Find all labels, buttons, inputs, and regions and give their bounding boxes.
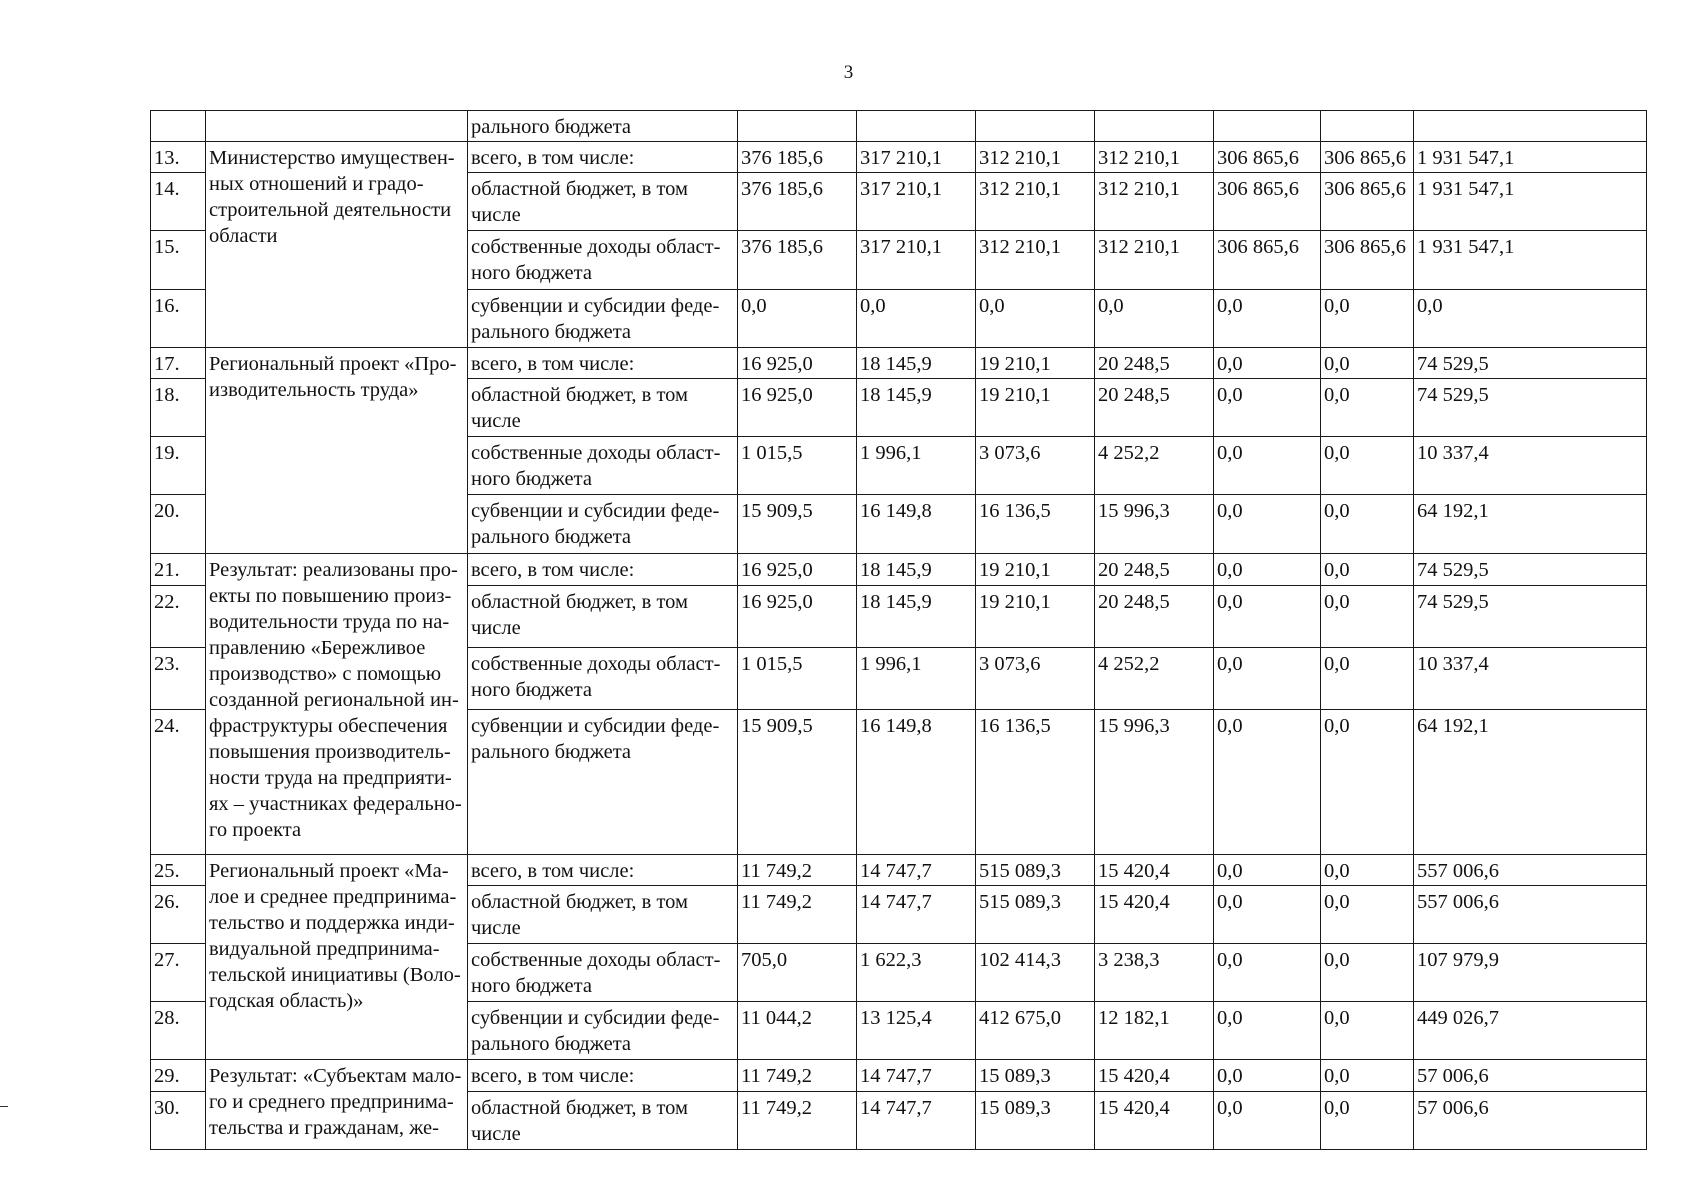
row-number: 23. [151, 648, 206, 710]
table-row-continuation [151, 111, 1647, 142]
empty-cell [1321, 111, 1414, 142]
total-value-cell: 1 931 547,1 [1414, 142, 1647, 173]
year-value-cell: 19 210,1 [976, 378, 1095, 436]
year-value-cell: 16 149,8 [857, 495, 976, 553]
total-value-cell: 64 192,1 [1414, 495, 1647, 553]
year-value-cell: 1 996,1 [857, 648, 976, 710]
year-value-cell: 0,0 [1214, 289, 1321, 347]
funding-type-cell: собственные доходы област-ного бюджета [468, 231, 738, 289]
year-value-cell: 0,0 [1214, 586, 1321, 648]
year-value-cell: 15 996,3 [1095, 709, 1214, 854]
year-value-cell: 16 925,0 [738, 378, 857, 436]
funding-type-cell: областной бюджет, в том числе [468, 586, 738, 648]
year-value-cell: 0,0 [1095, 289, 1214, 347]
total-value-cell: 74 529,5 [1414, 553, 1647, 586]
year-value-cell: 0,0 [1214, 553, 1321, 586]
table-row [151, 1060, 1647, 1091]
year-value-cell: 11 749,2 [738, 854, 857, 885]
group-name-cell: Результат: реализованы про-екты по повышению произ-водительности труда по на-правлению «Бережливое производство» с помощью созданной региональной ин-фраструктуры обеспечения повышения производитель-ности труда на предприяти-ях – участниках федерально-го проекта [206, 553, 468, 854]
year-value-cell: 1 996,1 [857, 437, 976, 495]
year-value-cell: 15 089,3 [976, 1091, 1095, 1149]
year-value-cell: 0,0 [1214, 1060, 1321, 1091]
year-value-cell: 0,0 [1321, 885, 1414, 943]
year-value-cell: 0,0 [1321, 495, 1414, 553]
year-value-cell: 1 622,3 [857, 944, 976, 1002]
year-value-cell: 306 865,6 [1321, 142, 1414, 173]
year-value-cell: 0,0 [1214, 944, 1321, 1002]
year-value-cell: 18 145,9 [857, 378, 976, 436]
year-value-cell: 1 015,5 [738, 437, 857, 495]
year-value-cell: 306 865,6 [1214, 231, 1321, 289]
empty-cell [151, 111, 206, 142]
year-value-cell: 20 248,5 [1095, 378, 1214, 436]
year-value-cell: 0,0 [1321, 1002, 1414, 1060]
row-number: 17. [151, 347, 206, 378]
year-value-cell: 312 210,1 [976, 231, 1095, 289]
year-value-cell: 0,0 [738, 289, 857, 347]
year-value-cell: 0,0 [1321, 437, 1414, 495]
row-number: 16. [151, 289, 206, 347]
year-value-cell: 15 420,4 [1095, 885, 1214, 943]
year-value-cell: 4 252,2 [1095, 437, 1214, 495]
year-value-cell: 11 044,2 [738, 1002, 857, 1060]
year-value-cell: 15 420,4 [1095, 1091, 1214, 1149]
funding-type-cell: областной бюджет, в том числе [468, 173, 738, 231]
year-value-cell: 18 145,9 [857, 586, 976, 648]
year-value-cell: 0,0 [1214, 885, 1321, 943]
table-row [151, 347, 1647, 378]
funding-type-cell: всего, в том числе: [468, 854, 738, 885]
year-value-cell: 0,0 [1321, 347, 1414, 378]
year-value-cell: 11 749,2 [738, 1091, 857, 1149]
row-number: 30. [151, 1091, 206, 1149]
table-row [151, 553, 1647, 586]
year-value-cell: 0,0 [1321, 1091, 1414, 1149]
year-value-cell: 0,0 [857, 289, 976, 347]
empty-cell [206, 111, 468, 142]
year-value-cell: 11 749,2 [738, 1060, 857, 1091]
row-number: 29. [151, 1060, 206, 1091]
total-value-cell: 557 006,6 [1414, 854, 1647, 885]
year-value-cell: 102 414,3 [976, 944, 1095, 1002]
year-value-cell: 306 865,6 [1214, 173, 1321, 231]
total-value-cell: 10 337,4 [1414, 648, 1647, 710]
year-value-cell: 306 865,6 [1321, 231, 1414, 289]
empty-cell [1414, 111, 1647, 142]
year-value-cell: 14 747,7 [857, 1060, 976, 1091]
year-value-cell: 0,0 [1321, 586, 1414, 648]
group-name-cell: Министерство имуществен-ных отношений и градо-строительной деятельности области [206, 142, 468, 348]
empty-cell [1214, 111, 1321, 142]
row-number: 21. [151, 553, 206, 586]
year-value-cell: 16 149,8 [857, 709, 976, 854]
year-value-cell: 13 125,4 [857, 1002, 976, 1060]
row-number: 15. [151, 231, 206, 289]
year-value-cell: 0,0 [1214, 437, 1321, 495]
total-value-cell: 57 006,6 [1414, 1091, 1647, 1149]
year-value-cell: 19 210,1 [976, 586, 1095, 648]
year-value-cell: 0,0 [1321, 553, 1414, 586]
empty-cell [857, 111, 976, 142]
year-value-cell: 3 073,6 [976, 437, 1095, 495]
row-number: 28. [151, 1002, 206, 1060]
year-value-cell: 20 248,5 [1095, 586, 1214, 648]
year-value-cell: 0,0 [976, 289, 1095, 347]
year-value-cell: 312 210,1 [976, 173, 1095, 231]
funding-type-cell: всего, в том числе: [468, 347, 738, 378]
total-value-cell: 557 006,6 [1414, 885, 1647, 943]
row-number: 26. [151, 885, 206, 943]
year-value-cell: 0,0 [1214, 347, 1321, 378]
year-value-cell: 11 749,2 [738, 885, 857, 943]
year-value-cell: 0,0 [1321, 289, 1414, 347]
year-value-cell: 0,0 [1321, 709, 1414, 854]
table-row [151, 142, 1647, 173]
funding-type-cell: всего, в том числе: [468, 142, 738, 173]
year-value-cell: 3 073,6 [976, 648, 1095, 710]
year-value-cell: 16 925,0 [738, 553, 857, 586]
year-value-cell: 306 865,6 [1214, 142, 1321, 173]
funding-type-cell: областной бюджет, в том числе [468, 1091, 738, 1149]
year-value-cell: 317 210,1 [857, 173, 976, 231]
year-value-cell: 312 210,1 [1095, 173, 1214, 231]
year-value-cell: 0,0 [1214, 709, 1321, 854]
year-value-cell: 14 747,7 [857, 1091, 976, 1149]
year-value-cell: 312 210,1 [976, 142, 1095, 173]
funding-type-cell: субвенции и субсидии феде-рального бюджета [468, 1002, 738, 1060]
year-value-cell: 306 865,6 [1321, 173, 1414, 231]
financing-table [150, 110, 1647, 1150]
year-value-cell: 18 145,9 [857, 347, 976, 378]
year-value-cell: 0,0 [1214, 1002, 1321, 1060]
funding-type-cell: собственные доходы област-ного бюджета [468, 944, 738, 1002]
total-value-cell: 449 026,7 [1414, 1002, 1647, 1060]
year-value-cell: 0,0 [1321, 648, 1414, 710]
row-number: 14. [151, 173, 206, 231]
total-value-cell: 10 337,4 [1414, 437, 1647, 495]
year-value-cell: 312 210,1 [1095, 231, 1214, 289]
year-value-cell: 20 248,5 [1095, 347, 1214, 378]
funding-type-cell: субвенции и субсидии феде-рального бюджета [468, 709, 738, 854]
year-value-cell: 0,0 [1214, 648, 1321, 710]
year-value-cell: 0,0 [1321, 378, 1414, 436]
row-number: 25. [151, 854, 206, 885]
total-value-cell: 1 931 547,1 [1414, 173, 1647, 231]
year-value-cell: 317 210,1 [857, 142, 976, 173]
funding-type-cell: всего, в том числе: [468, 553, 738, 586]
total-value-cell: 0,0 [1414, 289, 1647, 347]
row-number: 18. [151, 378, 206, 436]
year-value-cell: 15 420,4 [1095, 854, 1214, 885]
year-value-cell: 3 238,3 [1095, 944, 1214, 1002]
total-value-cell: 74 529,5 [1414, 347, 1647, 378]
year-value-cell: 18 145,9 [857, 553, 976, 586]
empty-cell [976, 111, 1095, 142]
year-value-cell: 20 248,5 [1095, 553, 1214, 586]
year-value-cell: 0,0 [1321, 1060, 1414, 1091]
year-value-cell: 0,0 [1214, 1091, 1321, 1149]
total-value-cell: 74 529,5 [1414, 378, 1647, 436]
total-value-cell: 74 529,5 [1414, 586, 1647, 648]
row-number: 24. [151, 709, 206, 854]
empty-cell [738, 111, 857, 142]
total-value-cell: 57 006,6 [1414, 1060, 1647, 1091]
funding-type-cell: субвенции и субсидии феде-рального бюджета [468, 495, 738, 553]
group-name-cell: Результат: «Субъектам мало-го и среднего предпринима-тельства и гражданам, же- [206, 1060, 468, 1150]
year-value-cell: 412 675,0 [976, 1002, 1095, 1060]
year-value-cell: 16 925,0 [738, 586, 857, 648]
year-value-cell: 515 089,3 [976, 885, 1095, 943]
year-value-cell: 312 210,1 [1095, 142, 1214, 173]
year-value-cell: 1 015,5 [738, 648, 857, 710]
year-value-cell: 12 182,1 [1095, 1002, 1214, 1060]
year-value-cell: 0,0 [1321, 854, 1414, 885]
year-value-cell: 4 252,2 [1095, 648, 1214, 710]
funding-type-cell: всего, в том числе: [468, 1060, 738, 1091]
total-value-cell: 64 192,1 [1414, 709, 1647, 854]
total-value-cell: 107 979,9 [1414, 944, 1647, 1002]
year-value-cell: 16 136,5 [976, 495, 1095, 553]
year-value-cell: 0,0 [1214, 495, 1321, 553]
table-row [151, 854, 1647, 885]
year-value-cell: 15 089,3 [976, 1060, 1095, 1091]
funding-type-cell: областной бюджет, в том числе [468, 378, 738, 436]
empty-cell [1095, 111, 1214, 142]
year-value-cell: 14 747,7 [857, 885, 976, 943]
row-number: 20. [151, 495, 206, 553]
year-value-cell: 0,0 [1321, 944, 1414, 1002]
year-value-cell: 0,0 [1214, 378, 1321, 436]
year-value-cell: 317 210,1 [857, 231, 976, 289]
group-name-cell: Региональный проект «Ма-лое и среднее предпринима-тельство и поддержка инди-видуальной предпринима-тельской инициативы (Воло-годская область)» [206, 854, 468, 1060]
total-value-cell: 1 931 547,1 [1414, 231, 1647, 289]
year-value-cell: 14 747,7 [857, 854, 976, 885]
funding-type-cell: собственные доходы област-ного бюджета [468, 648, 738, 710]
year-value-cell: 16 136,5 [976, 709, 1095, 854]
year-value-cell: 16 925,0 [738, 347, 857, 378]
row-number: 19. [151, 437, 206, 495]
row-number: 22. [151, 586, 206, 648]
funding-type-cell: областной бюджет, в том числе [468, 885, 738, 943]
year-value-cell: 515 089,3 [976, 854, 1095, 885]
year-value-cell: 19 210,1 [976, 347, 1095, 378]
year-value-cell: 15 420,4 [1095, 1060, 1214, 1091]
funding-type-cell: субвенции и субсидии феде-рального бюджета [468, 289, 738, 347]
year-value-cell: 376 185,6 [738, 142, 857, 173]
group-name-cell: Региональный проект «Про-изводительность труда» [206, 347, 468, 553]
year-value-cell: 376 185,6 [738, 231, 857, 289]
year-value-cell: 0,0 [1214, 854, 1321, 885]
row-number: 13. [151, 142, 206, 173]
funding-type-cell: рального бюджета [468, 111, 738, 142]
funding-type-cell: собственные доходы област-ного бюджета [468, 437, 738, 495]
year-value-cell: 15 909,5 [738, 709, 857, 854]
year-value-cell: 15 909,5 [738, 495, 857, 553]
year-value-cell: 705,0 [738, 944, 857, 1002]
year-value-cell: 376 185,6 [738, 173, 857, 231]
row-number: 27. [151, 944, 206, 1002]
margin-mark [0, 1106, 8, 1107]
page-number: 3 [843, 62, 854, 83]
year-value-cell: 15 996,3 [1095, 495, 1214, 553]
year-value-cell: 19 210,1 [976, 553, 1095, 586]
